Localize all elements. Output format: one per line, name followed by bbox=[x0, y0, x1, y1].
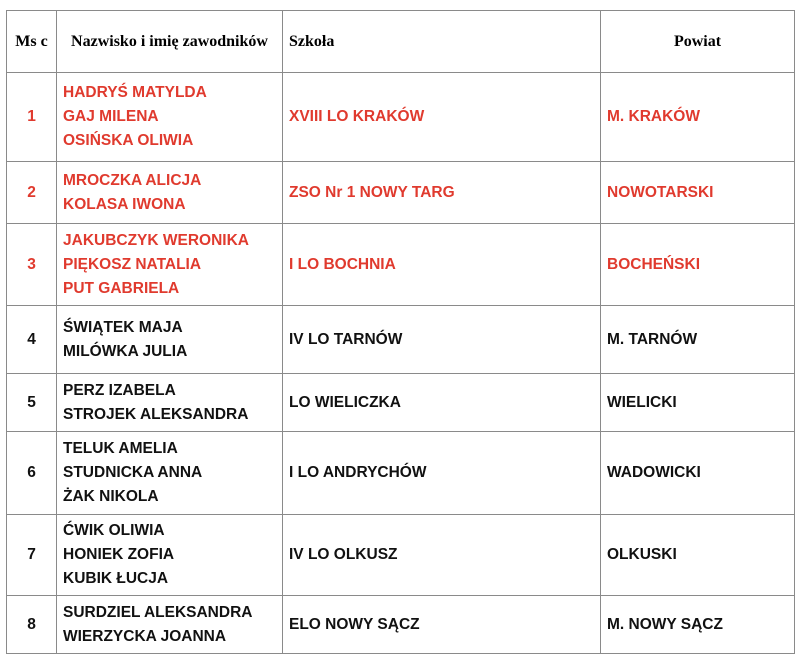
names-cell bbox=[57, 73, 283, 162]
table-row bbox=[7, 224, 795, 306]
table-row bbox=[7, 374, 795, 432]
competitor-name: HONIEK ZOFIA bbox=[63, 546, 175, 563]
competitor-name: TELUK AMELIA bbox=[63, 440, 178, 457]
table-row bbox=[7, 162, 795, 224]
competitor-name: KOLASA IWONA bbox=[63, 195, 186, 213]
powiat-cell: BOCHEŃSKI bbox=[601, 224, 795, 306]
names-cell bbox=[57, 162, 283, 224]
powiat-cell: M. TARNÓW bbox=[601, 306, 795, 374]
competitor-name: MILÓWKA JULIA bbox=[63, 342, 188, 360]
place-cell: 6 bbox=[7, 432, 57, 515]
table-row bbox=[7, 73, 795, 162]
place-cell: 1 bbox=[7, 73, 57, 162]
place-cell: 2 bbox=[7, 162, 57, 224]
powiat-cell: M. KRAKÓW bbox=[601, 73, 795, 162]
competitor-name: STROJEK ALEKSANDRA bbox=[63, 405, 249, 423]
powiat-cell: M. NOWY SĄCZ bbox=[601, 596, 795, 654]
names-cell bbox=[57, 374, 283, 432]
table-row bbox=[7, 596, 795, 654]
competitor-name: ĆWIK OLIWIA bbox=[63, 522, 165, 539]
header-school: Szkoła bbox=[283, 11, 601, 73]
competitor-name: SURDZIEL ALEKSANDRA bbox=[63, 603, 253, 621]
place-cell: 3 bbox=[7, 224, 57, 306]
competitor-name: ŻAK NIKOLA bbox=[63, 488, 159, 505]
school-cell: I LO ANDRYCHÓW bbox=[283, 432, 601, 515]
place-cell: 8 bbox=[7, 596, 57, 654]
powiat-cell: OLKUSKI bbox=[601, 515, 795, 596]
competitor-name: WIERZYCKA JOANNA bbox=[63, 627, 227, 645]
table-row bbox=[7, 432, 795, 515]
header-place: Ms c bbox=[7, 11, 57, 73]
table-row bbox=[7, 515, 795, 596]
competitor-name: ŚWIĄTEK MAJA bbox=[63, 318, 183, 336]
names-cell bbox=[57, 515, 283, 596]
powiat-cell: NOWOTARSKI bbox=[601, 162, 795, 224]
powiat-cell: WADOWICKI bbox=[601, 432, 795, 515]
header-powiat: Powiat bbox=[601, 11, 795, 73]
school-cell: LO WIELICZKA bbox=[283, 374, 601, 432]
competitor-name: GAJ MILENA bbox=[63, 108, 159, 125]
competitor-name: JAKUBCZYK WERONIKA bbox=[63, 231, 249, 249]
school-cell: I LO BOCHNIA bbox=[283, 224, 601, 306]
school-cell: XVIII LO KRAKÓW bbox=[283, 73, 601, 162]
names-cell bbox=[57, 224, 283, 306]
competitor-name: PUT GABRIELA bbox=[63, 279, 180, 297]
place-cell: 4 bbox=[7, 306, 57, 374]
place-cell: 7 bbox=[7, 515, 57, 596]
competitor-name: STUDNICKA ANNA bbox=[63, 464, 203, 481]
school-cell: IV LO OLKUSZ bbox=[283, 515, 601, 596]
place-cell: 5 bbox=[7, 374, 57, 432]
school-cell: ZSO Nr 1 NOWY TARG bbox=[283, 162, 601, 224]
competitor-name: KUBIK ŁUCJA bbox=[63, 570, 169, 587]
competitor-name: PIĘKOSZ NATALIA bbox=[63, 255, 202, 273]
powiat-cell: WIELICKI bbox=[601, 374, 795, 432]
header-name: Nazwisko i imię zawodników bbox=[57, 11, 283, 73]
names-cell bbox=[57, 432, 283, 515]
table-header bbox=[7, 11, 795, 73]
competitor-name: MROCZKA ALICJA bbox=[63, 171, 202, 189]
table-body bbox=[7, 73, 795, 654]
results-table bbox=[6, 10, 795, 654]
names-cell bbox=[57, 306, 283, 374]
names-cell bbox=[57, 596, 283, 654]
school-cell: IV LO TARNÓW bbox=[283, 306, 601, 374]
competitor-name: HADRYŚ MATYLDA bbox=[63, 84, 207, 101]
school-cell: ELO NOWY SĄCZ bbox=[283, 596, 601, 654]
header-row bbox=[7, 11, 795, 73]
table-row bbox=[7, 306, 795, 374]
competitor-name: OSIŃSKA OLIWIA bbox=[63, 132, 194, 149]
competitor-name: PERZ IZABELA bbox=[63, 381, 176, 399]
